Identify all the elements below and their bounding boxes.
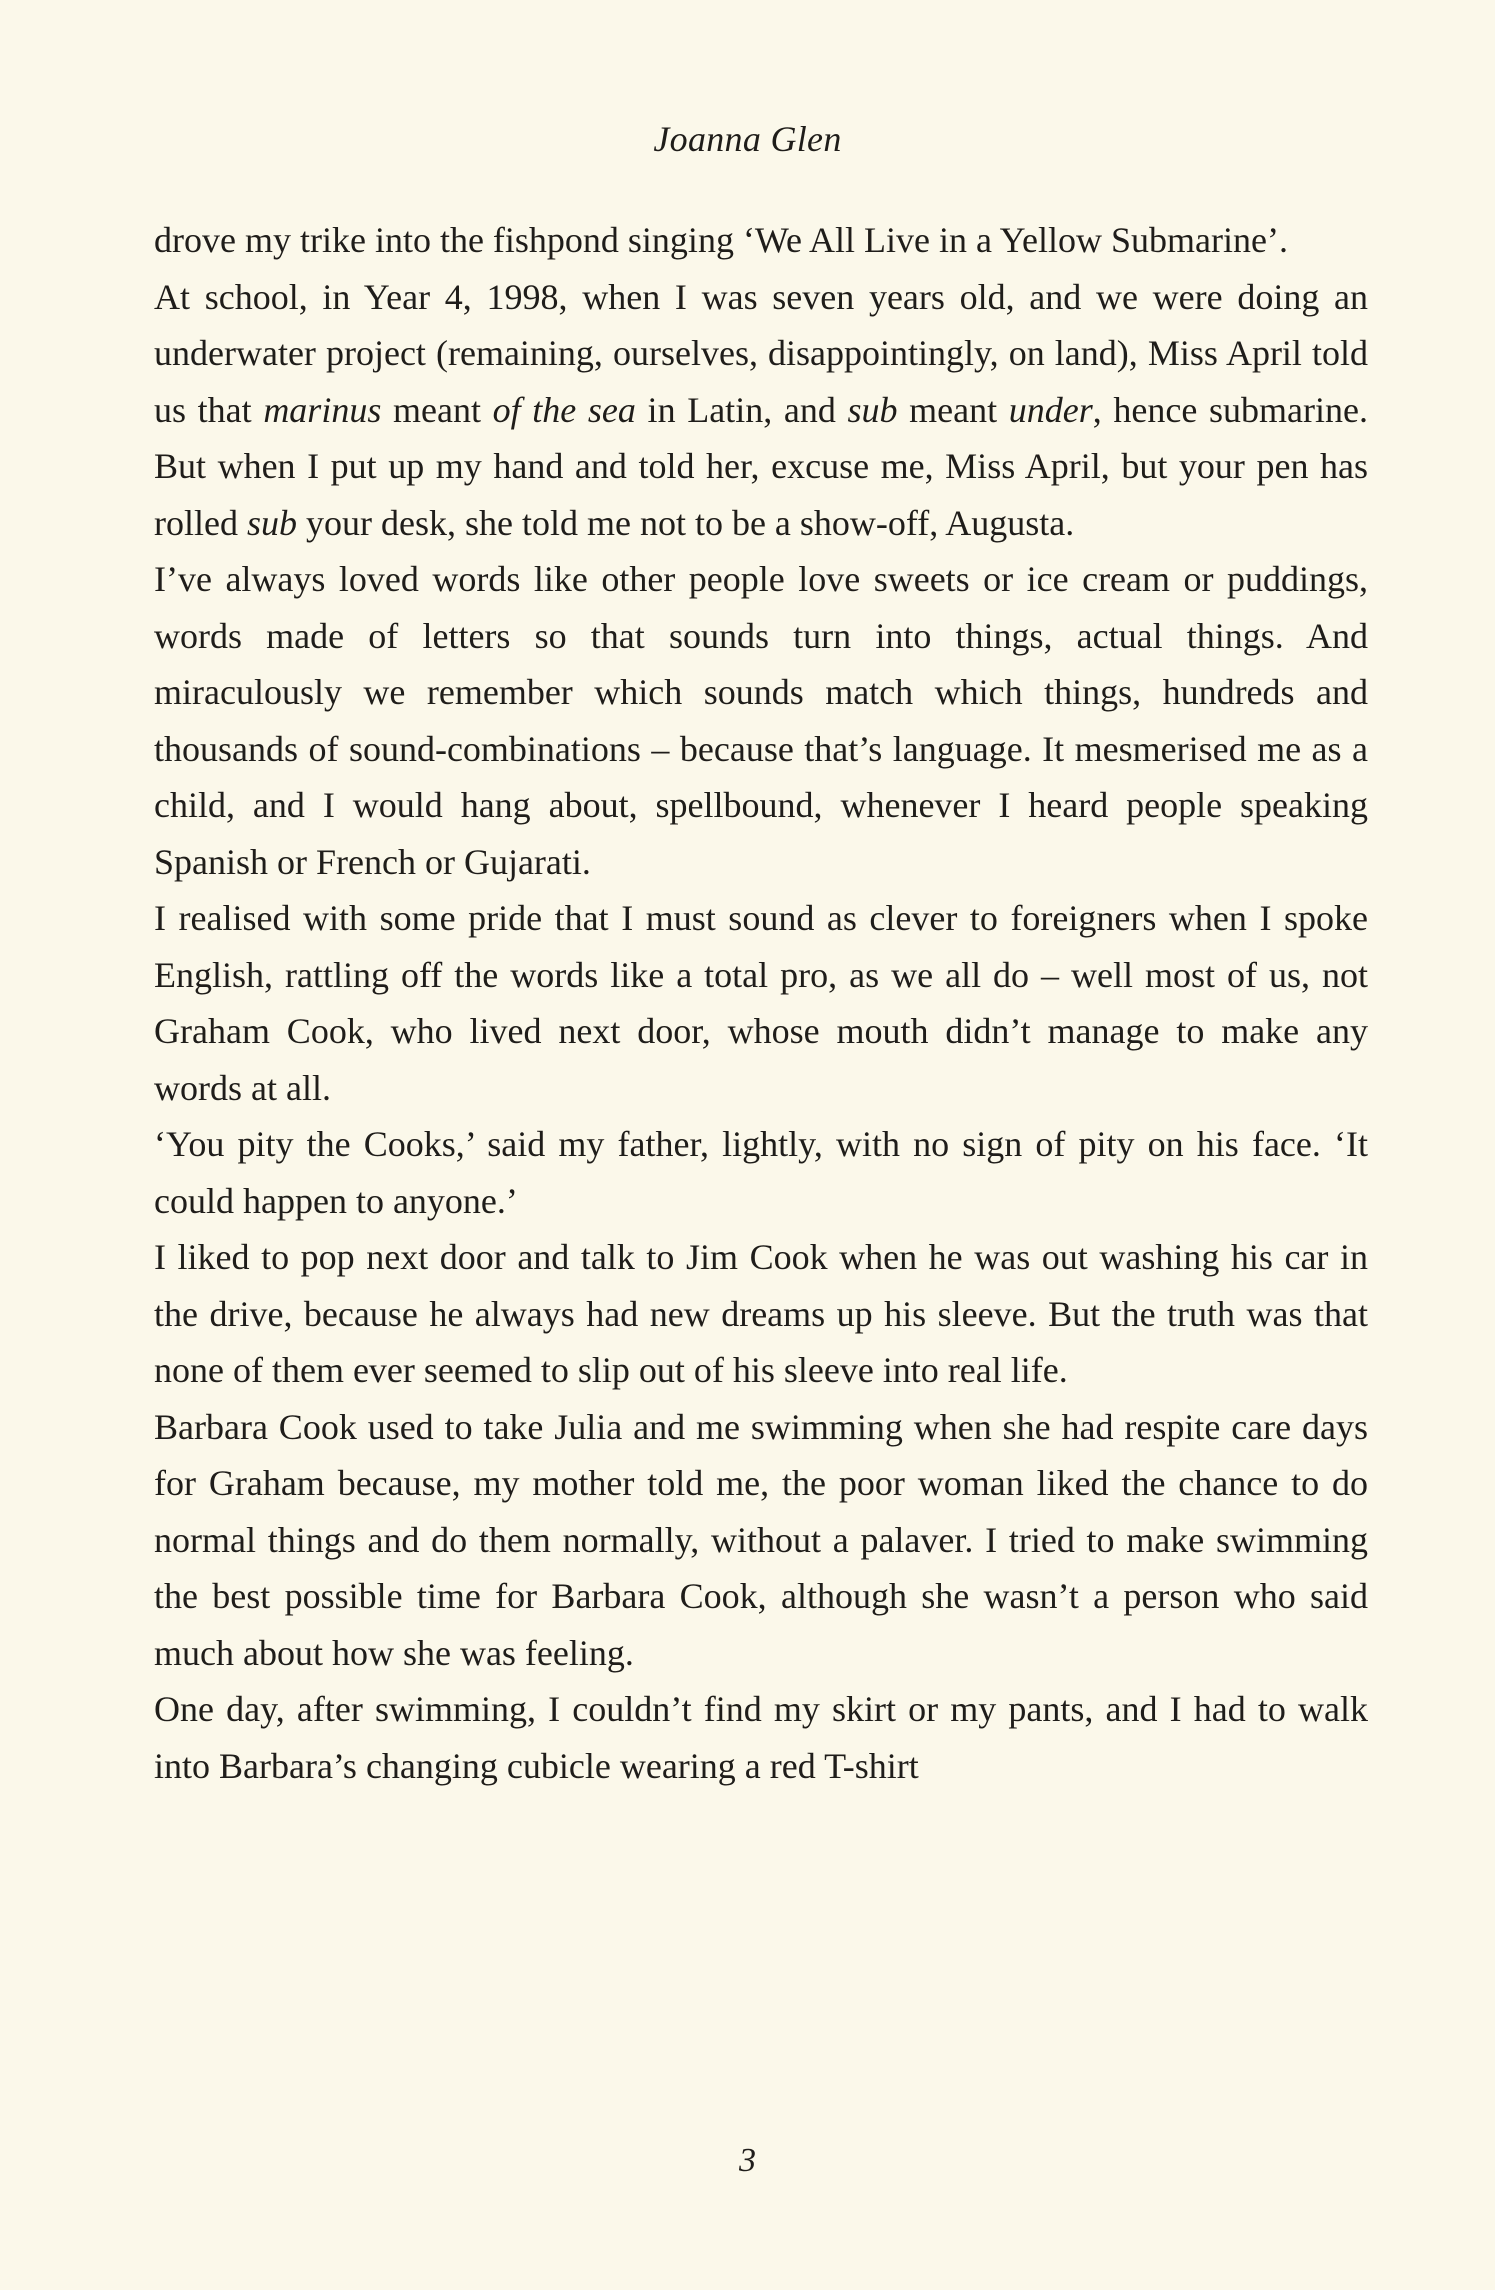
paragraph-2-seg-7: meant xyxy=(897,389,1009,430)
italic-under: under xyxy=(1008,389,1093,430)
italic-sub-2: sub xyxy=(246,502,297,543)
paragraph-7: Barbara Cook used to take Julia and me swimming when she had respite care days for Graham because, my mother told me, the poor woman liked the chance to do normal things and do them normally, without a palaver. I tried to make swimming the best possible time for Barbara Cook, although she wasn’t a person who said much about how she was feeling. xyxy=(154,1406,1368,1673)
paragraph-4: I realised with some pride that I must sound as clever to foreigners when I spoke English, rattling off the words like a total pro, as we all do – well most of us, not Graham Cook, who lived next door, whose mouth didn’t manage to make any words at all. xyxy=(154,898,1368,1108)
paragraph-2-seg-1: At school, in Year 4, 1998, when I was seven years old, and we were doing an underwater project (remaining, ourselves, disappointingly, on land), Miss April told us that xyxy=(154,276,1368,430)
paragraph-3: I’ve always loved words like other people love sweets or ice cream or puddings, words made of letters so that sounds turn into things, actual things. And miraculously we remember which sounds match which things, hundreds and thousands of sound-combinations – because that’s language. It mesmerised me as a child, and I would hang about, spellbound, whenever I heard people speaking Spanish or French or Gujarati. xyxy=(154,559,1368,882)
paragraph-2 xyxy=(154,269,1368,552)
paragraph-8: One day, after swimming, I couldn’t find my skirt or my pants, and I had to walk into Barbara’s changing cubicle wearing a red T-shirt xyxy=(154,1689,1368,1786)
paragraph-2-seg-11: your desk, she told me not to be a show-off, Augusta. xyxy=(297,502,1075,543)
italic-sub: sub xyxy=(847,389,898,430)
paragraph-2-seg-9: , hence submarine. But when I put up my hand and told her, excuse me, Miss April, but your pen has rolled xyxy=(154,389,1368,543)
running-head: Joanna Glen xyxy=(653,119,842,159)
paragraph-2-seg-5: in Latin, and xyxy=(635,389,848,430)
paragraph-5: ‘You pity the Cooks,’ said my father, lightly, with no sign of pity on his face. ‘It could happen to anyone.’ xyxy=(154,1124,1368,1221)
italic-marinus: marinus xyxy=(263,389,382,430)
body-text xyxy=(154,212,1368,1794)
italic-of-the-sea: of the sea xyxy=(492,389,636,430)
page-number: 3 xyxy=(739,2142,756,2179)
paragraph-6: I liked to pop next door and talk to Jim Cook when he was out washing his car in the drive, because he always had new dreams up his sleeve. But the truth was that none of them ever seemed to slip out of his sleeve into real life. xyxy=(154,1237,1368,1390)
paragraph-2-seg-3: meant xyxy=(381,389,493,430)
paragraph-1: drove my trike into the fishpond singing ‘We All Live in a Yellow Submarine’. xyxy=(154,220,1288,260)
